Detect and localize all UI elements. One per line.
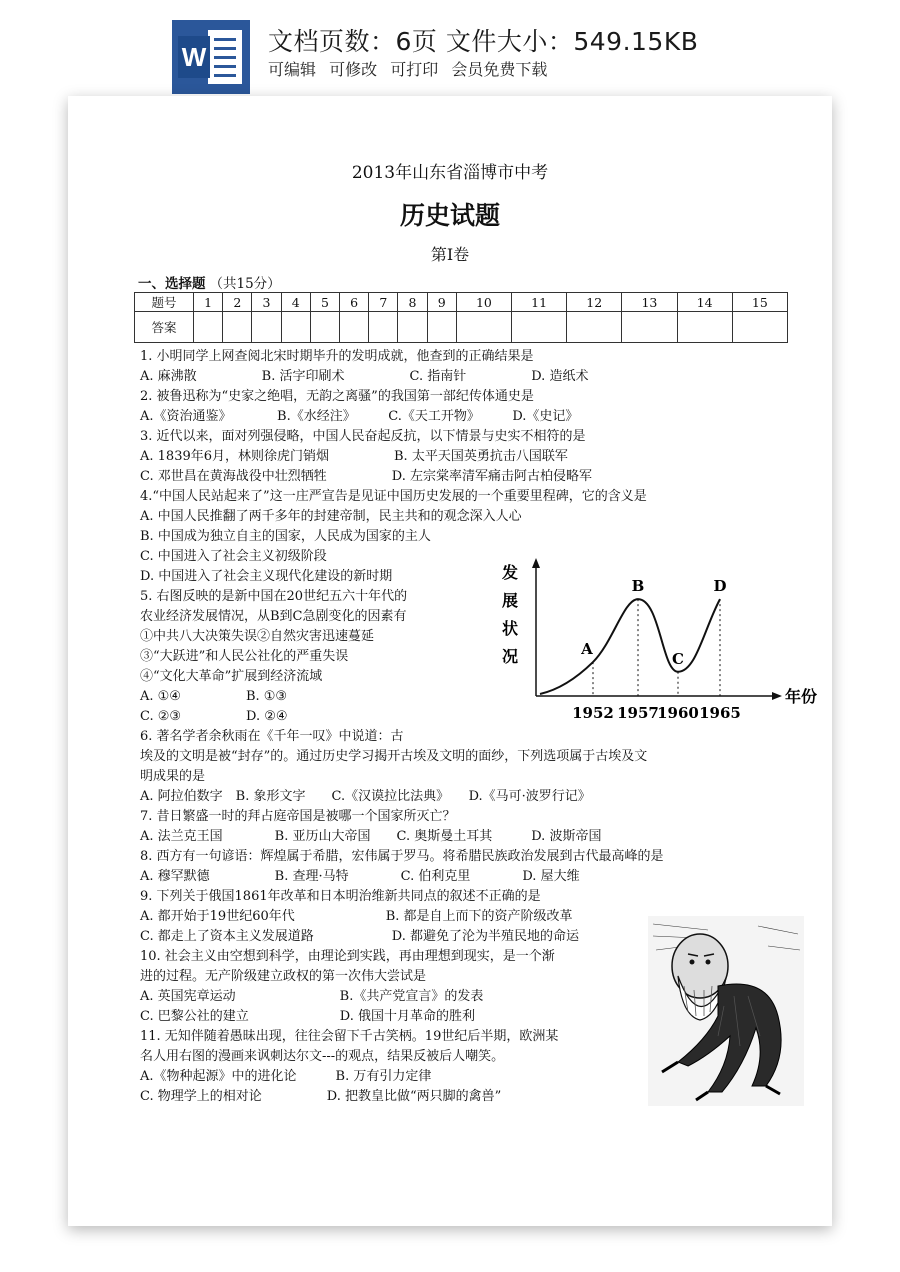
question-line: A. ①④ B. ①③ — [140, 689, 288, 704]
chart-guides — [593, 599, 720, 696]
question-number: 1 — [194, 293, 223, 312]
question-line: 农业经济发展情况，从B到C急剧变化的因素有 — [140, 609, 407, 624]
x-tick-label: 1960 — [657, 704, 699, 722]
answer-cell[interactable] — [567, 312, 622, 343]
feature-free-download: 会员免费下载 — [451, 60, 548, 79]
point-label: D — [713, 577, 727, 596]
section-label: 一、选择题 — [138, 276, 206, 292]
question-line: 9. 下列关于俄国1861年改革和日本明治维新共同点的叙述不正确的是 — [140, 889, 541, 904]
question-line: 埃及的文明是被“封存”的。通过历史学习揭开古埃及文明的面纱，下列选项属于古埃及文 — [140, 749, 648, 764]
question-line: A. 阿拉伯数字 B. 象形文字 C.《汉谟拉比法典》 D.《马可·波罗行记》 — [140, 789, 591, 804]
question-line: C. 邓世昌在黄海战役中壮烈牺牲 D. 左宗棠率清军痛击阿古柏侵略军 — [140, 469, 592, 484]
question-line: ④“文化大革命”扩展到经济流域 — [140, 669, 323, 684]
volume-title: 第Ⅰ卷 — [430, 245, 470, 264]
question-line: C. ②③ D. ②④ — [140, 709, 288, 724]
question-line: 1. 小明同学上网查阅北宋时期毕升的发明成就，他查到的正确结果是 — [140, 349, 534, 364]
question-line: C. 物理学上的相对论 D. 把教皇比做“两只脚的禽兽” — [140, 1089, 502, 1104]
question-number: 5 — [310, 293, 339, 312]
feature-editable: 可编辑 — [268, 60, 317, 79]
point-labels — [580, 577, 726, 668]
x-tick-label: 1952 — [572, 704, 614, 722]
question-line: ①中共八大决策失误②自然灾害迅速蔓延 — [140, 629, 375, 644]
question-line: A. 麻沸散 B. 活字印刷术 C. 指南针 D. 造纸术 — [140, 369, 589, 384]
question-number: 9 — [427, 293, 456, 312]
feature-list — [268, 57, 555, 80]
answer-cell[interactable] — [310, 312, 339, 343]
question-line: A. 1839年6月，林则徐虎门销烟 B. 太平天国英勇抗击八国联军 — [140, 449, 568, 464]
question-line: 11. 无知伴随着愚昧出现，往往会留下千古笑柄。19世纪后半期，欧洲某 — [140, 1029, 559, 1044]
row-header: 答案 — [135, 312, 194, 343]
y-axis-label-char: 展 — [502, 591, 519, 610]
question-line: A.《资治通鉴》 B.《水经注》 C.《天工开物》 D.《史记》 — [140, 409, 579, 424]
point-label: A — [581, 640, 593, 659]
question-line: A. 法兰克王国 B. 亚历山大帝国 C. 奥斯曼土耳其 D. 波斯帝国 — [140, 829, 602, 844]
y-axis-arrow — [532, 558, 540, 568]
answer-cell[interactable] — [340, 312, 369, 343]
svg-text:W: W — [181, 42, 207, 72]
answer-cell[interactable] — [369, 312, 398, 343]
question-line: 3. 近代以来，面对列强侵略，中国人民奋起反抗，以下情景与史实不相符的是 — [140, 429, 586, 444]
question-line: A. 都开始于19世纪60年代 B. 都是自上而下的资产阶级改革 — [140, 909, 573, 924]
download-banner — [0, 0, 900, 96]
x-tick-labels — [572, 704, 741, 722]
question-line: 名人用右图的漫画来讽刺达尔文---的观点，结果反被后人嘲笑。 — [140, 1049, 505, 1064]
agricultural-development-chart — [488, 556, 818, 731]
y-axis-label-char: 状 — [502, 619, 519, 638]
answer-cell[interactable] — [512, 312, 567, 343]
point-label: B — [631, 577, 645, 596]
question-number: 12 — [567, 293, 622, 312]
question-line: 5. 右图反映的是新中国在20世纪五六十年代的 — [140, 589, 408, 604]
question-line: 8. 西方有一句谚语：辉煌属于希腊，宏伟属于罗马。将希腊民族政治发展到古代最高峰的是 — [140, 849, 664, 864]
section-note: （共15分） — [209, 276, 281, 292]
exam-title: 2013年山东省淄博市中考 — [351, 163, 549, 183]
question-number: 7 — [369, 293, 398, 312]
question-line: ③“大跃进”和人民公社化的严重失误 — [140, 649, 349, 664]
question-line: 4.“中国人民站起来了”这一庄严宣告是见证中国历史发展的一个重要里程碑，它的含义是 — [140, 489, 647, 504]
feature-printable: 可打印 — [390, 60, 439, 79]
x-tick-label: 1957 — [617, 704, 659, 722]
question-number: 2 — [223, 293, 252, 312]
question-number: 11 — [512, 293, 567, 312]
answer-cell[interactable] — [252, 312, 281, 343]
answer-cell[interactable] — [194, 312, 223, 343]
question-number-row — [135, 293, 788, 312]
document-page — [68, 96, 832, 1226]
answer-cell[interactable] — [281, 312, 310, 343]
question-line: D. 中国进入了社会主义现代化建设的新时期 — [140, 569, 393, 584]
question-line: 10. 社会主义由空想到科学，由理论到实践，再由理想到现实，是一个渐 — [140, 949, 555, 964]
question-line: C. 都走上了资本主义发展道路 D. 都避免了沦为半殖民地的命运 — [140, 929, 579, 944]
answer-cell[interactable] — [456, 312, 511, 343]
question-number: 3 — [252, 293, 281, 312]
question-line: 明成果的是 — [140, 769, 206, 784]
answer-table — [134, 292, 788, 343]
question-number: 4 — [281, 293, 310, 312]
question-number: 13 — [622, 293, 677, 312]
question-line: 进的过程。无产阶级建立政权的第一次伟大尝试是 — [140, 969, 427, 984]
question-line: A.《物种起源》中的进化论 B. 万有引力定律 — [140, 1069, 432, 1084]
subject-title: 历史试题 — [399, 201, 500, 230]
question-number: 8 — [398, 293, 427, 312]
darwin-caricature-image — [648, 916, 804, 1106]
answer-cell[interactable] — [622, 312, 677, 343]
section-heading — [138, 272, 281, 292]
question-number: 15 — [732, 293, 787, 312]
question-line: C. 巴黎公社的建立 D. 俄国十月革命的胜利 — [140, 1009, 475, 1024]
answer-cell[interactable] — [677, 312, 732, 343]
question-number: 6 — [340, 293, 369, 312]
answer-cell[interactable] — [427, 312, 456, 343]
row-header: 题号 — [135, 293, 194, 312]
question-line: A. 穆罕默德 B. 查理·马特 C. 伯利克里 D. 屋大维 — [140, 869, 580, 884]
question-line: B. 中国成为独立自主的国家，人民成为国家的主人 — [140, 529, 431, 544]
question-line: 7. 昔日繁盛一时的拜占庭帝国是被哪一个国家所灭亡？ — [140, 809, 456, 824]
y-axis-label-char: 发 — [502, 563, 519, 582]
x-axis-arrow — [772, 692, 782, 700]
question-line: 2. 被鲁迅称为“史家之绝唱，无韵之离骚”的我国第一部纪传体通史是 — [140, 389, 534, 404]
question-line: A. 英国宪章运动 B.《共产党宣言》的发表 — [140, 989, 484, 1004]
question-number: 10 — [456, 293, 511, 312]
point-label: C — [672, 649, 684, 668]
answer-cell[interactable] — [732, 312, 787, 343]
y-axis-label-char: 况 — [502, 647, 519, 666]
question-number: 14 — [677, 293, 732, 312]
feature-modifiable: 可修改 — [329, 60, 378, 79]
question-line: 6. 著名学者余秋雨在《千年一叹》中说道：古 — [140, 729, 404, 744]
x-tick-label: 1965 — [699, 704, 741, 722]
file-info-title: 文档页数：6页 文件大小：549.15KB — [268, 27, 699, 56]
word-document-icon — [172, 20, 250, 94]
answer-row — [135, 312, 788, 343]
question-line: A. 中国人民推翻了两千多年的封建帝制，民主共和的观念深入人心 — [140, 509, 522, 524]
x-axis-label: 年份 — [785, 687, 818, 706]
answer-cell[interactable] — [223, 312, 252, 343]
question-line: C. 中国进入了社会主义初级阶段 — [140, 549, 327, 564]
series-line — [540, 599, 720, 694]
answer-cell[interactable] — [398, 312, 427, 343]
